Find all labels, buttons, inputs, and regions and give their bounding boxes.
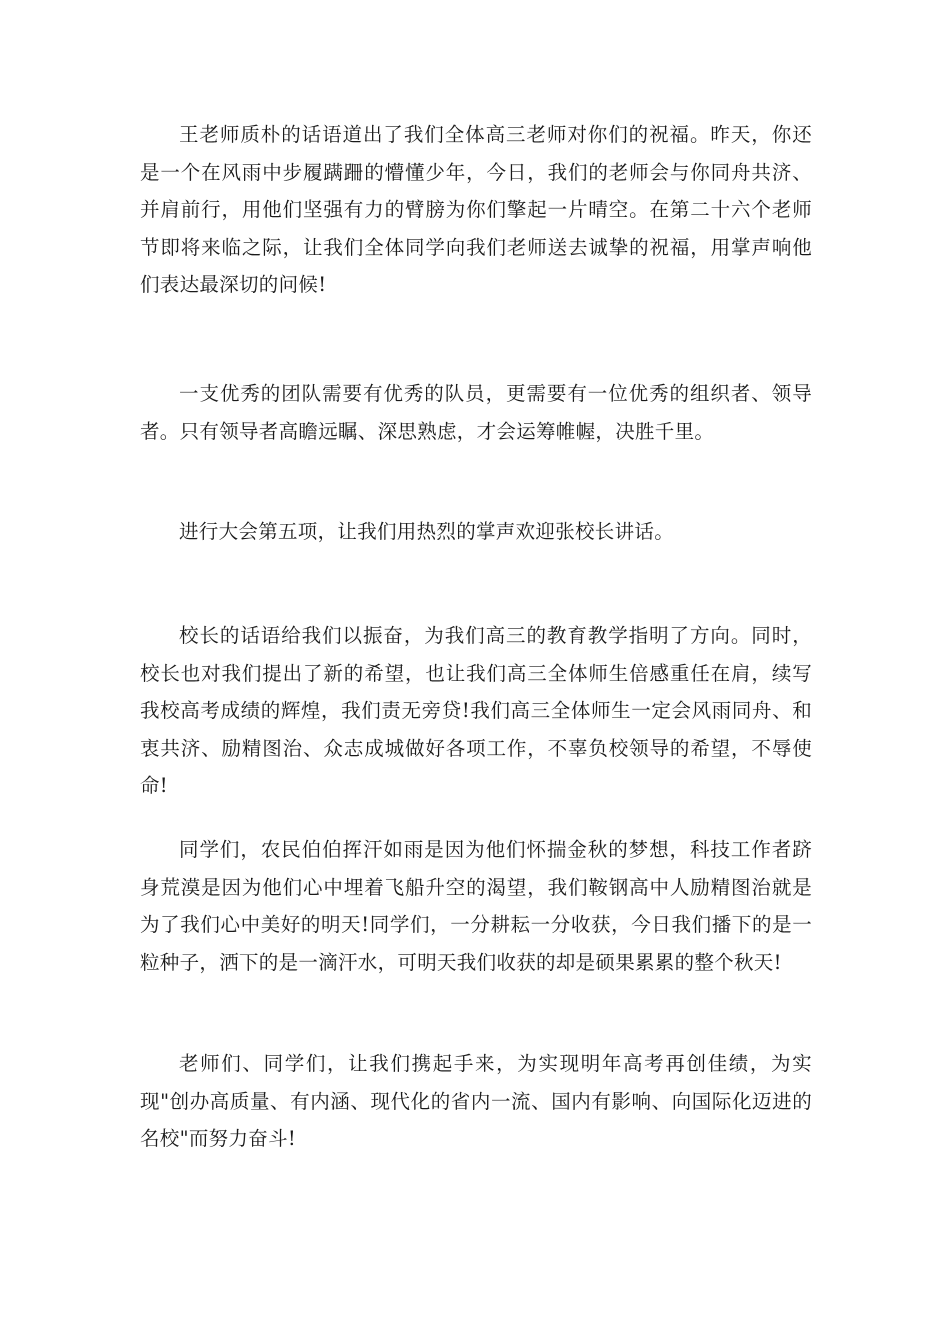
paragraph-teacher-blessing: 王老师质朴的话语道出了我们全体高三老师对你们的祝福。昨天，你还是一个在风雨中步履蹒跚的懵懂少年，今日，我们的老师会与你同舟共济、并肩前行，用他们坚强有力的臂膀为你们擎起一片晴空。在第二十六个老师节即将来临之际，让我们全体同学向我们老师送去诚挚的祝福，用掌声响他们表达最深切的问候! xyxy=(140,123,812,296)
paragraph-closing-call: 老师们、同学们，让我们携起手来，为实现明年高考再创佳绩，为实现"创办高质量、有内涵、现代化的省内一流、国内有影响、向国际化迈进的名校"而努力奋斗! xyxy=(140,1052,812,1150)
paragraph-principal-intro: 进行大会第五项，让我们用热烈的掌声欢迎张校长讲话。 xyxy=(179,520,675,543)
paragraph-team-leader: 一支优秀的团队需要有优秀的队员，更需要有一位优秀的组织者、领导者。只有领导者高瞻远瞩、深思熟虑，才会运筹帷幄，决胜千里。 xyxy=(140,382,812,443)
paragraph-students-effort: 同学们，农民伯伯挥汗如雨是因为他们怀揣金秋的梦想，科技工作者跻身荒漠是因为他们心中埋着飞船升空的渴望，我们鞍钢高中人励精图治就是为了我们心中美好的明天!同学们，一分耕耘一分收获，今日我们播下的是一粒种子，洒下的是一滴汗水，可明天我们收获的却是硕果累累的整个秋天! xyxy=(140,838,812,974)
paragraph-principal-response: 校长的话语给我们以振奋，为我们高三的教育教学指明了方向。同时，校长也对我们提出了新的希望，也让我们高三全体师生倍感重任在肩，续写我校高考成绩的辉煌，我们责无旁贷!我们高三全体师生一定会风雨同舟、和衷共济、励精图治、众志成城做好各项工作，不辜负校领导的希望，不辱使命! xyxy=(140,624,812,797)
